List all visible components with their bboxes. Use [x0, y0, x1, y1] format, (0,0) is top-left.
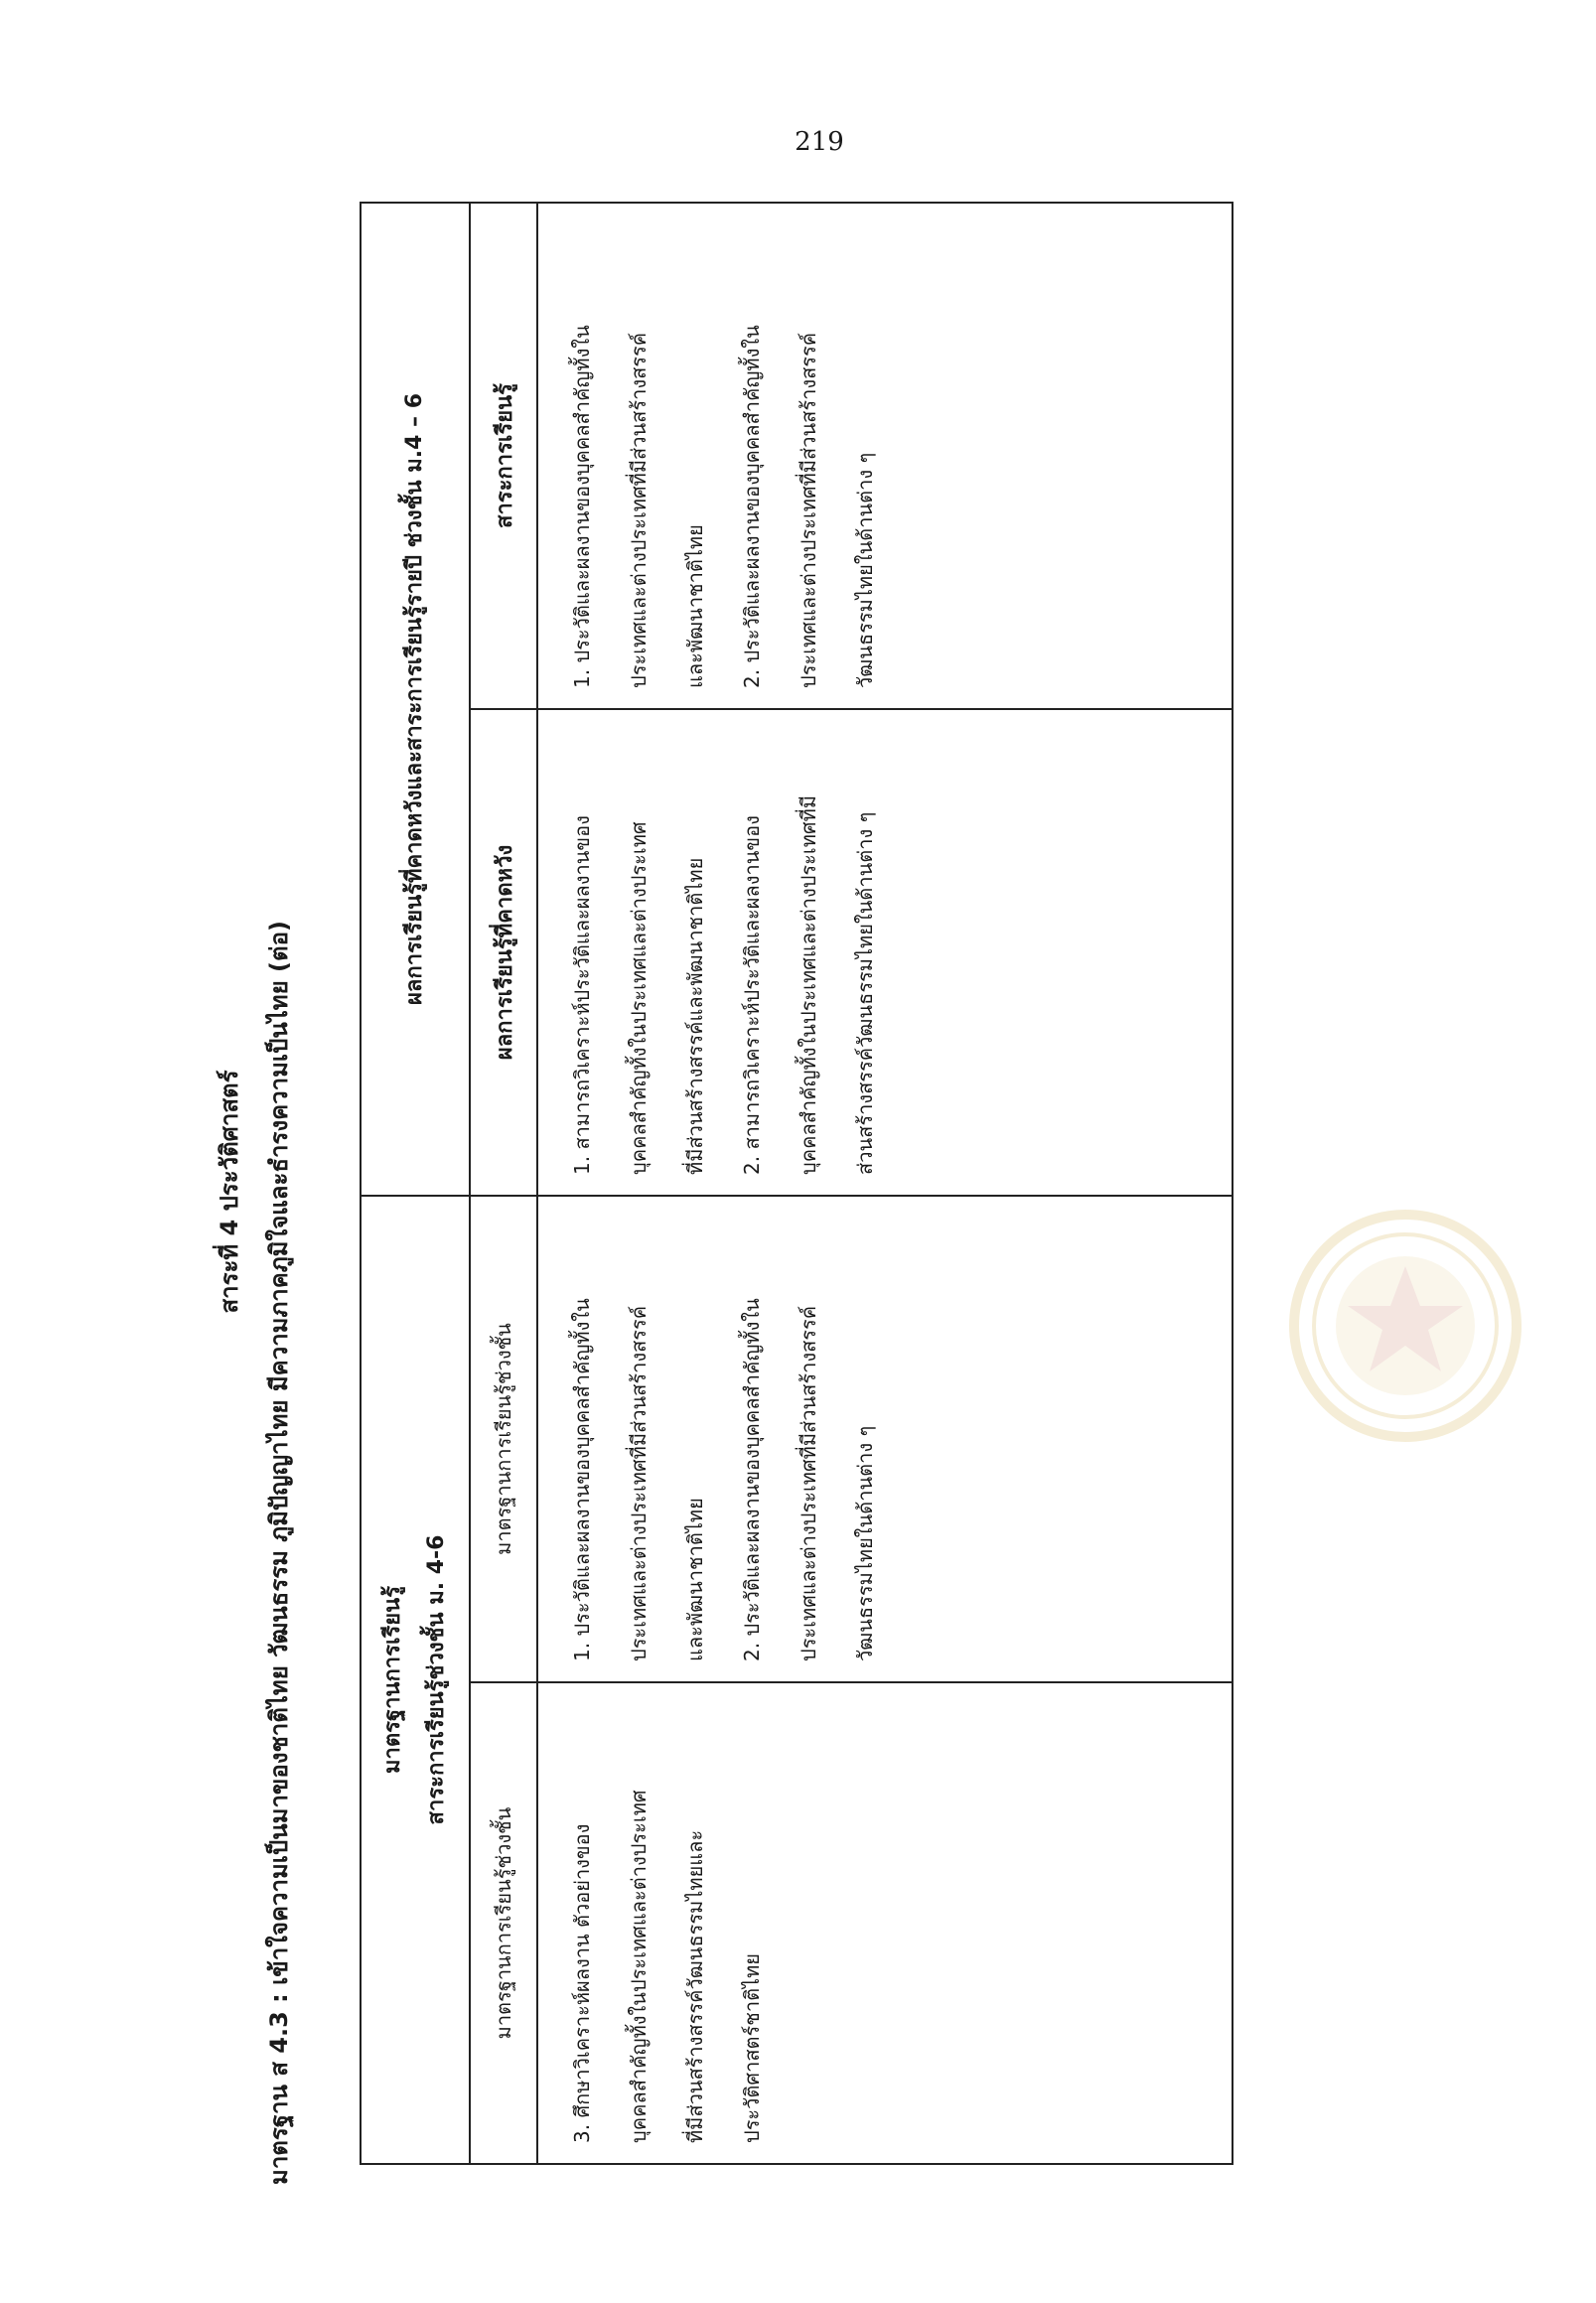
header-standards-line1: มาตรฐานการเรียนรู้	[380, 1585, 405, 1775]
header-learning-standards	[361, 1196, 470, 2164]
text-line: 2. สามารถวิเคราะห์ประวัติและผลงานของ	[740, 815, 764, 1175]
cell-standard-content	[537, 1196, 1233, 1682]
text-line: ประเทศและต่างประเทศที่มีส่วนสร้างสรรค์	[797, 1305, 820, 1661]
text-line: ส่วนสร้างสรรค์วัฒนธรรมไทยในด้านต่าง ๆ	[853, 811, 877, 1175]
column-header-learning-content: สาระการเรียนรู้	[470, 203, 537, 709]
rotated-content	[209, 199, 1460, 2185]
text-line: วัฒนธรรมไทยในด้านต่าง ๆ	[853, 1425, 877, 1661]
page-number: 219	[795, 127, 844, 157]
text-line: 2. ประวัติและผลงานของบุคคลสำคัญทั้งใน	[740, 1298, 764, 1661]
cell-standard	[537, 1682, 1233, 2164]
text-line: 1. สามารถวิเคราะห์ประวัติและผลงานของ	[570, 815, 594, 1175]
cell-learning-content	[537, 203, 1233, 709]
watermark-seal-icon	[1286, 1207, 1524, 1445]
column-header-level-standard-2: มาตรฐานการเรียนรู้ช่วงชั้น	[470, 1196, 537, 1682]
text-line: 1. ประวัติและผลงานของบุคคลสำคัญทั้งใน	[570, 325, 594, 688]
standards-table	[360, 202, 1233, 2165]
text-line: และพัฒนาชาติไทย	[683, 1498, 707, 1661]
text-line: บุคคลสำคัญทั้งในประเทศและต่างประเทศ	[627, 821, 651, 1175]
text-line: 3. ศึกษาวิเคราะห์ผลงาน ตัวอย่างของ	[570, 1823, 594, 2143]
cell-expected-outcomes	[537, 709, 1233, 1196]
text-line: วัฒนธรรมไทยในด้านต่าง ๆ	[853, 452, 877, 688]
text-line: และพัฒนาชาติไทย	[683, 524, 707, 688]
column-header-level-standard: มาตรฐานการเรียนรู้ช่วงชั้น	[470, 1682, 537, 2164]
text-line: บุคคลสำคัญทั้งในประเทศและต่างประเทศที่มี	[797, 795, 820, 1175]
text-line: 2. ประวัติและผลงานของบุคคลสำคัญทั้งใน	[740, 325, 764, 688]
text-line: ประเทศและต่างประเทศที่มีส่วนสร้างสรรค์	[627, 332, 651, 688]
text-line: ที่มีส่วนสร้างสรรค์และพัฒนาชาติไทย	[683, 857, 707, 1175]
text-line: บุคคลสำคัญทั้งในประเทศและต่างประเทศ	[627, 1790, 651, 2143]
text-line: ที่มีส่วนสร้างสรรค์วัฒนธรรมไทยและ	[683, 1829, 707, 2143]
strand-title: สาระที่ 4 ประวัติศาสตร์	[216, 1070, 243, 1314]
header-standards-line2: สาระการเรียนรู้ช่วงชั้น ม. 4-6	[424, 1534, 449, 1825]
header-outcomes-title: ผลการเรียนรู้ที่คาดหวังและสาระการเรียนรู้รายปี ช่วงชั้น ม.4 – 6	[402, 392, 427, 1005]
text-line: 1. ประวัติและผลงานของบุคคลสำคัญทั้งใน	[570, 1298, 594, 1661]
text-line: ประวัติศาสตร์ชาติไทย	[740, 1952, 764, 2143]
standard-title: มาตรฐาน ส 4.3 : เข้าใจความเป็นมาของชาติไทย วัฒนธรรม ภูมิปัญญาไทย มีความภาคภูมิใจและธำรงความเป็นไทย (ต่อ)	[265, 921, 293, 2185]
text-line: ประเทศและต่างประเทศที่มีส่วนสร้างสรรค์	[627, 1305, 651, 1661]
header-expected-outcomes	[361, 203, 470, 1196]
column-header-expected-outcomes: ผลการเรียนรู้ที่คาดหวัง	[470, 709, 537, 1196]
text-line: ประเทศและต่างประเทศที่มีส่วนสร้างสรรค์	[797, 332, 820, 688]
